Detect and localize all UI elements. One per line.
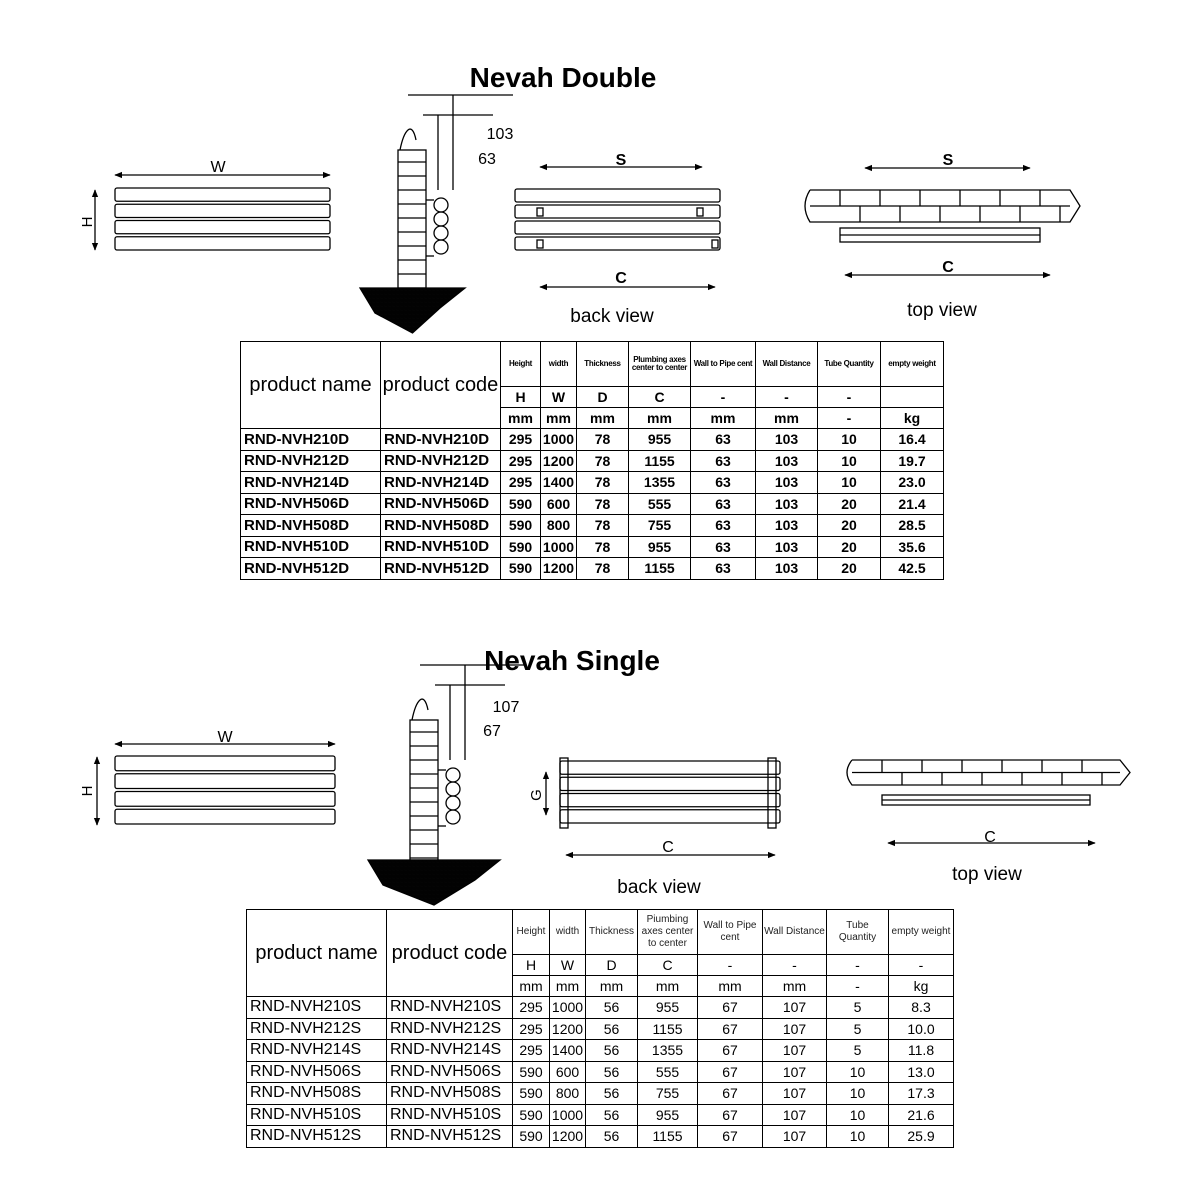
- product-name-cell: RND-NVH512D: [241, 558, 381, 580]
- value-cell: 107: [763, 1018, 827, 1040]
- section-title-single: Nevah Single: [484, 645, 660, 676]
- label-w: W: [210, 159, 226, 176]
- column-symbol: -: [889, 955, 954, 976]
- tube: [560, 761, 780, 774]
- value-cell: 67: [698, 1018, 763, 1040]
- column-header: Wall to Pipe cent: [691, 342, 756, 387]
- tube: [115, 204, 330, 217]
- label-c: C: [662, 839, 674, 856]
- value-cell: 590: [513, 1104, 550, 1126]
- wall: [398, 150, 426, 290]
- value-cell: 10.0: [889, 1018, 954, 1040]
- product-code-cell: RND-NVH506D: [381, 493, 501, 515]
- column-header: Height: [501, 342, 541, 387]
- value-cell: 1155: [638, 1018, 698, 1040]
- column-symbol: -: [698, 955, 763, 976]
- label-depth-outer: 103: [486, 126, 514, 143]
- value-cell: 107: [763, 1126, 827, 1148]
- value-cell: 78: [577, 558, 629, 580]
- value-cell: 56: [586, 1040, 638, 1062]
- product-name-cell: RND-NVH506D: [241, 493, 381, 515]
- label-depth-outer: 107: [492, 699, 520, 716]
- label-s-top: S: [942, 152, 954, 169]
- value-cell: 78: [577, 515, 629, 537]
- product-code-cell: RND-NVH506S: [387, 1061, 513, 1083]
- value-cell: 63: [691, 493, 756, 515]
- column-header: Wall to Pipe cent: [698, 910, 763, 955]
- value-cell: 103: [756, 450, 818, 472]
- value-cell: 955: [629, 429, 691, 451]
- value-cell: 600: [541, 493, 577, 515]
- tube-section: [434, 198, 448, 212]
- value-cell: 590: [513, 1126, 550, 1148]
- double-front-view: [115, 188, 330, 250]
- value-cell: 1355: [638, 1040, 698, 1062]
- column-symbol: W: [550, 955, 586, 976]
- value-cell: 78: [577, 493, 629, 515]
- value-cell: 16.4: [881, 429, 944, 451]
- product-code-cell: RND-NVH212D: [381, 450, 501, 472]
- table-row: [241, 472, 944, 494]
- value-cell: 800: [541, 515, 577, 537]
- single-top-view: [847, 760, 1130, 805]
- table-row: [241, 536, 944, 558]
- header-product-name: product name: [247, 910, 387, 997]
- value-cell: 63: [691, 515, 756, 537]
- value-cell: 295: [501, 472, 541, 494]
- tube: [515, 205, 720, 218]
- value-cell: 1200: [550, 1126, 586, 1148]
- value-cell: 42.5: [881, 558, 944, 580]
- value-cell: 1200: [541, 558, 577, 580]
- value-cell: 107: [763, 1083, 827, 1105]
- spec-table-single: [246, 909, 954, 1148]
- section-title-double: Nevah Double: [469, 62, 657, 93]
- product-name-cell: RND-NVH214D: [241, 472, 381, 494]
- value-cell: 103: [756, 515, 818, 537]
- value-cell: 21.4: [881, 493, 944, 515]
- column-unit: mm: [629, 408, 691, 429]
- spec-table-double: [240, 341, 944, 580]
- value-cell: 10: [827, 1126, 889, 1148]
- value-cell: 1355: [629, 472, 691, 494]
- product-name-cell: RND-NVH212S: [247, 1018, 387, 1040]
- column-symbol: D: [586, 955, 638, 976]
- product-name-cell: RND-NVH512S: [247, 1126, 387, 1148]
- value-cell: 590: [501, 515, 541, 537]
- value-cell: 103: [756, 472, 818, 494]
- product-code-cell: RND-NVH512D: [381, 558, 501, 580]
- column-unit: kg: [881, 408, 944, 429]
- product-name-cell: RND-NVH508S: [247, 1083, 387, 1105]
- column-symbol: -: [756, 387, 818, 408]
- value-cell: 5: [827, 1018, 889, 1040]
- product-code-cell: RND-NVH508S: [387, 1083, 513, 1105]
- table-row: [247, 1040, 954, 1062]
- value-cell: 590: [501, 493, 541, 515]
- table-row: [247, 1126, 954, 1148]
- value-cell: 600: [550, 1061, 586, 1083]
- column-unit: mm: [541, 408, 577, 429]
- product-code-cell: RND-NVH510S: [387, 1104, 513, 1126]
- table-row: [247, 1104, 954, 1126]
- value-cell: 295: [513, 997, 550, 1019]
- value-cell: 1155: [638, 1126, 698, 1148]
- value-cell: 295: [501, 429, 541, 451]
- value-cell: 295: [501, 450, 541, 472]
- value-cell: 1200: [550, 1018, 586, 1040]
- column-unit: mm: [577, 408, 629, 429]
- label-depth-inner: 67: [483, 723, 501, 740]
- value-cell: 20: [818, 558, 881, 580]
- tube: [515, 189, 720, 202]
- value-cell: 56: [586, 997, 638, 1019]
- value-cell: 78: [577, 536, 629, 558]
- column-symbol: W: [541, 387, 577, 408]
- product-code-cell: RND-NVH212S: [387, 1018, 513, 1040]
- table-row: [241, 429, 944, 451]
- value-cell: 10: [818, 472, 881, 494]
- column-header: Piumbing axes center to center: [638, 910, 698, 955]
- column-symbol: -: [763, 955, 827, 976]
- value-cell: 555: [638, 1061, 698, 1083]
- value-cell: 28.5: [881, 515, 944, 537]
- value-cell: 10: [818, 450, 881, 472]
- product-code-cell: RND-NVH508D: [381, 515, 501, 537]
- value-cell: 107: [763, 1104, 827, 1126]
- value-cell: 67: [698, 1040, 763, 1062]
- column-header: Wall Distance: [763, 910, 827, 955]
- value-cell: 67: [698, 1061, 763, 1083]
- value-cell: 590: [513, 1061, 550, 1083]
- single-back-view: [560, 758, 780, 828]
- value-cell: 20: [818, 515, 881, 537]
- column-symbol: C: [629, 387, 691, 408]
- column-header: Wall Distance: [756, 342, 818, 387]
- tube: [515, 237, 720, 250]
- column-header: empty weight: [881, 342, 944, 387]
- table-row: [241, 558, 944, 580]
- value-cell: 5: [827, 1040, 889, 1062]
- value-cell: 25.9: [889, 1126, 954, 1148]
- value-cell: 56: [586, 1126, 638, 1148]
- value-cell: 17.3: [889, 1083, 954, 1105]
- value-cell: 10: [818, 429, 881, 451]
- value-cell: 56: [586, 1104, 638, 1126]
- label-c-top: C: [984, 829, 996, 846]
- value-cell: 1000: [541, 536, 577, 558]
- column-header: Tube Quantity: [827, 910, 889, 955]
- value-cell: 63: [691, 472, 756, 494]
- product-code-cell: RND-NVH214S: [387, 1040, 513, 1062]
- header-product-code: product code: [387, 910, 513, 997]
- value-cell: 1000: [550, 1104, 586, 1126]
- value-cell: 63: [691, 536, 756, 558]
- value-cell: 1155: [629, 558, 691, 580]
- value-cell: 955: [629, 536, 691, 558]
- column-header: Height: [513, 910, 550, 955]
- value-cell: 56: [586, 1018, 638, 1040]
- value-cell: 1200: [541, 450, 577, 472]
- product-name-cell: RND-NVH510D: [241, 536, 381, 558]
- column-unit: mm: [763, 976, 827, 997]
- value-cell: 103: [756, 558, 818, 580]
- tube: [115, 188, 330, 201]
- column-unit: mm: [698, 976, 763, 997]
- header-product-name: product name: [241, 342, 381, 429]
- value-cell: 5: [827, 997, 889, 1019]
- value-cell: 103: [756, 536, 818, 558]
- product-name-cell: RND-NVH214S: [247, 1040, 387, 1062]
- header-product-code: product code: [381, 342, 501, 429]
- product-code-cell: RND-NVH210S: [387, 997, 513, 1019]
- product-name-cell: RND-NVH508D: [241, 515, 381, 537]
- value-cell: 955: [638, 1104, 698, 1126]
- column-unit: mm: [501, 408, 541, 429]
- label-back-view: back view: [617, 877, 701, 898]
- value-cell: 1400: [541, 472, 577, 494]
- value-cell: 78: [577, 450, 629, 472]
- value-cell: 21.6: [889, 1104, 954, 1126]
- column-unit: kg: [889, 976, 954, 997]
- table-row: [241, 450, 944, 472]
- product-code-cell: RND-NVH210D: [381, 429, 501, 451]
- value-cell: 56: [586, 1061, 638, 1083]
- column-unit: mm: [586, 976, 638, 997]
- value-cell: 1400: [550, 1040, 586, 1062]
- column-unit: mm: [691, 408, 756, 429]
- value-cell: 78: [577, 429, 629, 451]
- tube-section: [434, 212, 448, 226]
- column-header: width: [550, 910, 586, 955]
- table-row: [247, 1018, 954, 1040]
- table-row: [247, 1061, 954, 1083]
- column-symbol: H: [501, 387, 541, 408]
- table-row: [241, 493, 944, 515]
- label-top-view: top view: [907, 300, 977, 321]
- tube: [115, 809, 335, 824]
- value-cell: 590: [501, 558, 541, 580]
- column-symbol: H: [513, 955, 550, 976]
- value-cell: 13.0: [889, 1061, 954, 1083]
- label-h: H: [79, 785, 96, 797]
- product-code-cell: RND-NVH512S: [387, 1126, 513, 1148]
- value-cell: 20: [818, 493, 881, 515]
- label-back-view: back view: [570, 306, 654, 327]
- value-cell: 755: [638, 1083, 698, 1105]
- product-name-cell: RND-NVH210D: [241, 429, 381, 451]
- column-symbol: D: [577, 387, 629, 408]
- value-cell: 67: [698, 1104, 763, 1126]
- column-header: Thickness: [577, 342, 629, 387]
- column-header: Thickness: [586, 910, 638, 955]
- label-top-view: top view: [952, 864, 1022, 885]
- tube: [515, 221, 720, 234]
- value-cell: 107: [763, 1040, 827, 1062]
- product-name-cell: RND-NVH212D: [241, 450, 381, 472]
- tube: [115, 756, 335, 771]
- value-cell: 590: [501, 536, 541, 558]
- column-unit: -: [818, 408, 881, 429]
- value-cell: 8.3: [889, 997, 954, 1019]
- value-cell: 1155: [629, 450, 691, 472]
- value-cell: 11.8: [889, 1040, 954, 1062]
- value-cell: 295: [513, 1040, 550, 1062]
- value-cell: 20: [818, 536, 881, 558]
- tube: [560, 810, 780, 823]
- value-cell: 10: [827, 1061, 889, 1083]
- value-cell: 23.0: [881, 472, 944, 494]
- label-depth-inner: 63: [478, 151, 496, 168]
- column-unit: mm: [550, 976, 586, 997]
- value-cell: 755: [629, 515, 691, 537]
- value-cell: 555: [629, 493, 691, 515]
- value-cell: 67: [698, 1083, 763, 1105]
- label-s: S: [615, 152, 627, 169]
- value-cell: 10: [827, 1104, 889, 1126]
- value-cell: 35.6: [881, 536, 944, 558]
- tube: [115, 792, 335, 807]
- value-cell: 63: [691, 429, 756, 451]
- value-cell: 67: [698, 997, 763, 1019]
- product-code-cell: RND-NVH214D: [381, 472, 501, 494]
- column-header: width: [541, 342, 577, 387]
- column-header: empty weight: [889, 910, 954, 955]
- double-top-view: [805, 190, 1080, 242]
- value-cell: 78: [577, 472, 629, 494]
- value-cell: 10: [827, 1083, 889, 1105]
- tube: [115, 237, 330, 250]
- value-cell: 590: [513, 1083, 550, 1105]
- value-cell: 107: [763, 1061, 827, 1083]
- column-symbol: -: [827, 955, 889, 976]
- value-cell: 67: [698, 1126, 763, 1148]
- tube-section: [446, 810, 460, 824]
- label-g: G: [528, 789, 545, 801]
- column-header: Plumbing axes center to center: [629, 342, 691, 387]
- value-cell: 800: [550, 1083, 586, 1105]
- column-symbol: -: [818, 387, 881, 408]
- column-symbol: -: [691, 387, 756, 408]
- tube-section: [446, 796, 460, 810]
- column-unit: mm: [756, 408, 818, 429]
- column-header: Tube Quantity: [818, 342, 881, 387]
- label-c-top: C: [942, 259, 954, 276]
- value-cell: 1000: [541, 429, 577, 451]
- floor: [360, 288, 465, 333]
- label-c: C: [615, 270, 627, 287]
- value-cell: 19.7: [881, 450, 944, 472]
- value-cell: 103: [756, 493, 818, 515]
- table-row: [241, 515, 944, 537]
- product-name-cell: RND-NVH506S: [247, 1061, 387, 1083]
- tube-section: [434, 240, 448, 254]
- value-cell: 295: [513, 1018, 550, 1040]
- single-front-view: [115, 756, 335, 824]
- column-symbol: [881, 387, 944, 408]
- label-h: H: [79, 216, 96, 228]
- value-cell: 63: [691, 450, 756, 472]
- floor: [368, 860, 500, 905]
- value-cell: 955: [638, 997, 698, 1019]
- tube-section: [446, 768, 460, 782]
- tube: [560, 794, 780, 807]
- tube: [560, 777, 780, 790]
- table-row: [247, 1083, 954, 1105]
- column-unit: mm: [513, 976, 550, 997]
- tube: [115, 221, 330, 234]
- tube-section: [434, 226, 448, 240]
- wall: [410, 720, 438, 860]
- double-back-view: [515, 189, 720, 250]
- tube-section: [446, 782, 460, 796]
- value-cell: 63: [691, 558, 756, 580]
- product-code-cell: RND-NVH510D: [381, 536, 501, 558]
- column-unit: mm: [638, 976, 698, 997]
- value-cell: 103: [756, 429, 818, 451]
- tube: [115, 774, 335, 789]
- table-row: [247, 997, 954, 1019]
- value-cell: 56: [586, 1083, 638, 1105]
- product-name-cell: RND-NVH210S: [247, 997, 387, 1019]
- product-name-cell: RND-NVH510S: [247, 1104, 387, 1126]
- column-unit: -: [827, 976, 889, 997]
- column-symbol: C: [638, 955, 698, 976]
- label-w: W: [217, 729, 233, 746]
- value-cell: 1000: [550, 997, 586, 1019]
- value-cell: 107: [763, 997, 827, 1019]
